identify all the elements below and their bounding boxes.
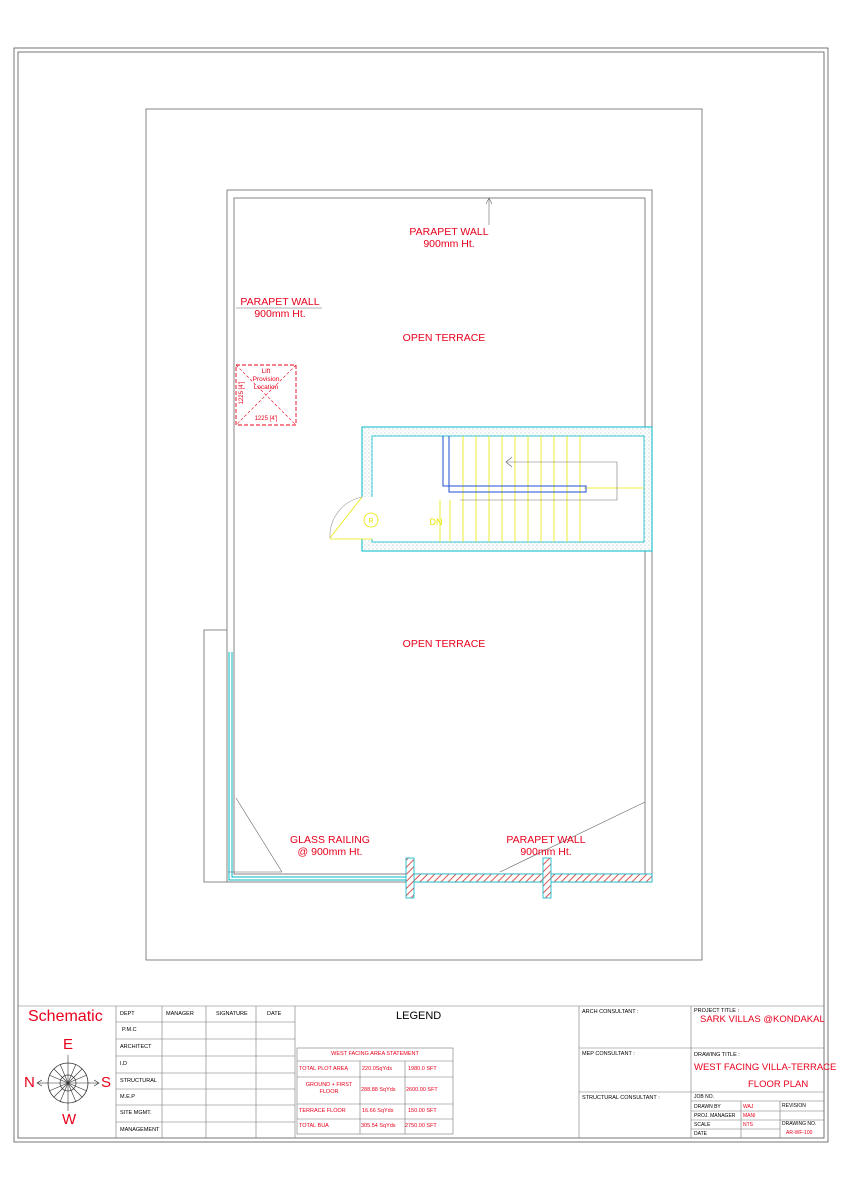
- structural-consultant-label: STRUCTURAL CONSULTANT :: [582, 1095, 660, 1101]
- project-title: SARK VILLAS @KONDAKAL: [700, 1014, 825, 1025]
- dept-site-mgmt: SITE MGMT.: [120, 1110, 152, 1116]
- drawing-no: AR-WF-100: [786, 1130, 813, 1136]
- parapet-wall-top-title: PARAPET WALL: [409, 226, 489, 238]
- date-label: DATE: [694, 1131, 707, 1137]
- schematic-label: Schematic: [28, 1008, 103, 1025]
- area-row-2-label: GROUND + FIRST FLOOR: [305, 1082, 353, 1095]
- revision-label: REVISION: [782, 1103, 806, 1109]
- sheet-outer-border: [14, 48, 828, 1142]
- parapet-wall-top-height: 900mm Ht.: [423, 238, 475, 250]
- drawing-title-1: WEST FACING VILLA-TERRACE: [694, 1062, 837, 1073]
- proj-manager-label: PROJ. MANAGER: [694, 1113, 736, 1119]
- glass-railing-label: [282, 834, 378, 858]
- dept-structural: STRUCTURAL: [120, 1078, 157, 1084]
- open-terrace-label-2: OPEN TERRACE: [402, 638, 486, 650]
- column-2: [543, 858, 551, 898]
- scale-value: NTS: [743, 1122, 753, 1128]
- area-row-1-sqyds: 220.0SqYds: [362, 1066, 392, 1072]
- compass-west: W: [62, 1111, 77, 1128]
- area-row-3-sft: 150.00 SFT: [408, 1108, 437, 1114]
- dept-pmc: P.M.C: [122, 1027, 137, 1033]
- compass-icon: [37, 1055, 99, 1111]
- header-date: DATE: [267, 1011, 282, 1017]
- dept-architect: ARCHITECT: [120, 1044, 152, 1050]
- area-row-2-sqyds: 288.88 SqYds: [361, 1087, 396, 1093]
- lift-label-line2: Provision: [252, 376, 280, 383]
- parapet-bottom-hatch: [410, 874, 652, 882]
- header-dept: DEPT: [120, 1011, 135, 1017]
- grid-bubble-mark: R: [368, 518, 374, 525]
- area-row-1-label: TOTAL PLOT AREA: [299, 1066, 349, 1072]
- drawing-title-2: FLOOR PLAN: [748, 1079, 809, 1090]
- area-row-4-label: TOTAL BUA: [299, 1123, 329, 1129]
- lift-provision-label: [246, 368, 286, 392]
- header-manager: MANAGER: [166, 1011, 194, 1017]
- area-row-2-sft: 2600.00 SFT: [406, 1087, 438, 1093]
- leader-glass-railing: [236, 798, 282, 872]
- arch-consultant-label: ARCH CONSULTANT :: [582, 1009, 639, 1015]
- lift-label-line1: Lift: [261, 368, 271, 375]
- parapet-wall-left-label: [232, 296, 328, 320]
- header-signature: SIGNATURE: [216, 1011, 248, 1017]
- lift-label-line3: Location: [253, 384, 279, 391]
- open-terrace-label-1: OPEN TERRACE: [402, 332, 486, 344]
- stair-down-label: DN: [429, 517, 443, 527]
- area-row-4-sqyds: 305.54 SqYds: [361, 1123, 396, 1129]
- compass-south: S: [101, 1074, 112, 1091]
- glass-railing-title: GLASS RAILING: [290, 834, 370, 846]
- parapet-wall-bottom-height: 900mm Ht.: [520, 846, 572, 858]
- project-title-label: PROJECT TITLE :: [694, 1008, 740, 1014]
- compass-east: E: [63, 1036, 74, 1053]
- parapet-wall-bottom-label: [494, 834, 598, 858]
- glass-railing-height: @ 900mm Ht.: [297, 846, 363, 858]
- area-row-1-sft: 1980.0 SFT: [408, 1066, 437, 1072]
- parapet-wall-top-label: [394, 226, 504, 250]
- mep-consultant-label: MEP CONSULTANT :: [582, 1051, 635, 1057]
- parapet-wall-left-height: 900mm Ht.: [254, 308, 306, 320]
- legend-title: LEGEND: [396, 1010, 442, 1022]
- proj-manager-value: MANI: [743, 1113, 756, 1119]
- dept-management: MANAGEMENT: [120, 1127, 160, 1133]
- left-projection: [204, 630, 227, 882]
- stair-room-inner: [372, 436, 644, 542]
- parapet-wall-left-title: PARAPET WALL: [240, 296, 320, 308]
- dept-id: I.D: [120, 1061, 128, 1067]
- drawn-by-value: WAJ: [743, 1104, 754, 1110]
- drawing-no-label: DRAWING NO.: [782, 1121, 817, 1127]
- compass-north: N: [24, 1074, 35, 1091]
- drawn-by-label: DRAWN BY: [694, 1104, 721, 1110]
- column-1: [406, 858, 414, 898]
- area-row-4-sft: 2750.00 SFT: [405, 1123, 437, 1129]
- scale-label: SCALE: [694, 1122, 711, 1128]
- area-statement-title: WEST FACING AREA STATEMENT: [331, 1051, 419, 1057]
- lift-dimension-vertical: 1225 [4']: [239, 381, 245, 405]
- sheet-inner-border: [18, 52, 824, 1138]
- job-no-label: JOB NO.: [694, 1094, 715, 1100]
- parapet-wall-bottom-title: PARAPET WALL: [506, 834, 586, 846]
- area-row-3-label: TERRACE FLOOR: [299, 1108, 346, 1114]
- lift-dimension-horizontal: 1225 [4']: [254, 416, 278, 422]
- dept-mep: M.E.P: [120, 1094, 135, 1100]
- drawing-title-label: DRAWING TITLE :: [694, 1052, 740, 1058]
- area-row-3-sqyds: 16.66 SqYds: [362, 1108, 394, 1114]
